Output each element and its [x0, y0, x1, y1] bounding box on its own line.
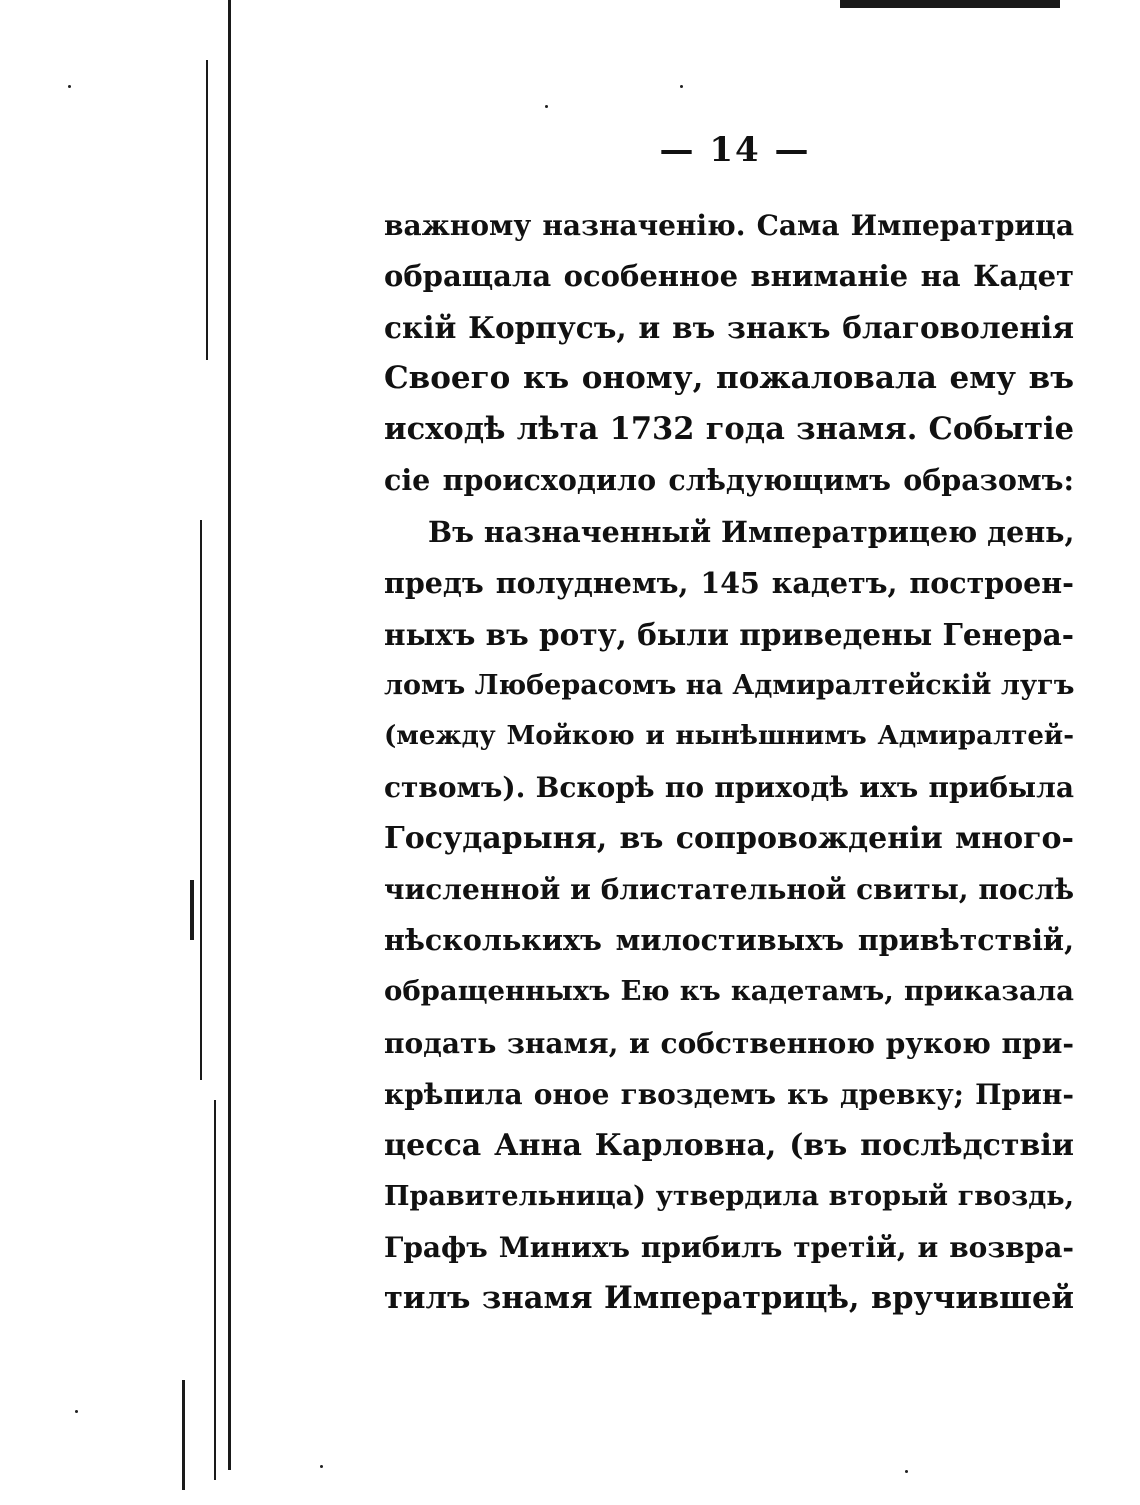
- text-line: скій Корпусъ, и въ знакъ благоволенія: [384, 310, 1074, 346]
- text-line: обращенныхъ Ею къ кадетамъ, приказала: [384, 975, 1074, 1008]
- text-line: Графъ Минихъ прибилъ третій, и возвра-: [384, 1230, 1074, 1264]
- text-line: ломъ Люберасомъ на Адмиралтейскій лугъ: [384, 669, 1074, 701]
- text-line: подать знамя, и собственною рукою при-: [384, 1026, 1074, 1060]
- text-line: Правительница) утвердила вторый гвоздь,: [384, 1180, 1074, 1212]
- text-line: (между Мойкою и нынѣшнимъ Адмиралтей-: [384, 720, 1074, 751]
- text-line: Въ назначенный Императрицею день,: [428, 514, 1074, 549]
- text-line: численной и блистательной свиты, послѣ: [384, 873, 1074, 907]
- text-line: Своего къ оному, пожаловала ему въ: [384, 360, 1074, 397]
- body-text: [384, 200, 1074, 1324]
- text-line: нѣсколькихъ милостивыхъ привѣтствій,: [384, 923, 1074, 958]
- text-line: предъ полуднемъ, 145 кадетъ, построен-: [384, 565, 1074, 600]
- text-line: ствомъ). Вскорѣ по приходѣ ихъ прибыла: [384, 771, 1074, 805]
- text-line: сіе происходило слѣдующимъ образомъ:: [384, 463, 1074, 498]
- top-edge-rule: [840, 0, 1060, 8]
- text-line: цесса Анна Карловна, (въ послѣдствіи: [384, 1127, 1074, 1163]
- text-line: ныхъ въ роту, были приведены Генера-: [384, 616, 1074, 652]
- text-line: Государыня, въ сопровожденіи много-: [384, 821, 1074, 857]
- text-line: обращала особенное вниманіе на Кадет: [384, 259, 1074, 294]
- text-line: исходѣ лѣта 1732 года знамя. Событіе: [384, 411, 1074, 448]
- binding-edge: [170, 0, 240, 1505]
- text-line: тилъ знамя Императрицѣ, вручившей: [384, 1279, 1074, 1316]
- page-number: — 14 —: [659, 130, 811, 170]
- text-line: крѣпила оное гвоздемъ къ древку; Прин-: [384, 1077, 1074, 1111]
- text-line: важному назначенію. Сама Императрица: [384, 209, 1074, 242]
